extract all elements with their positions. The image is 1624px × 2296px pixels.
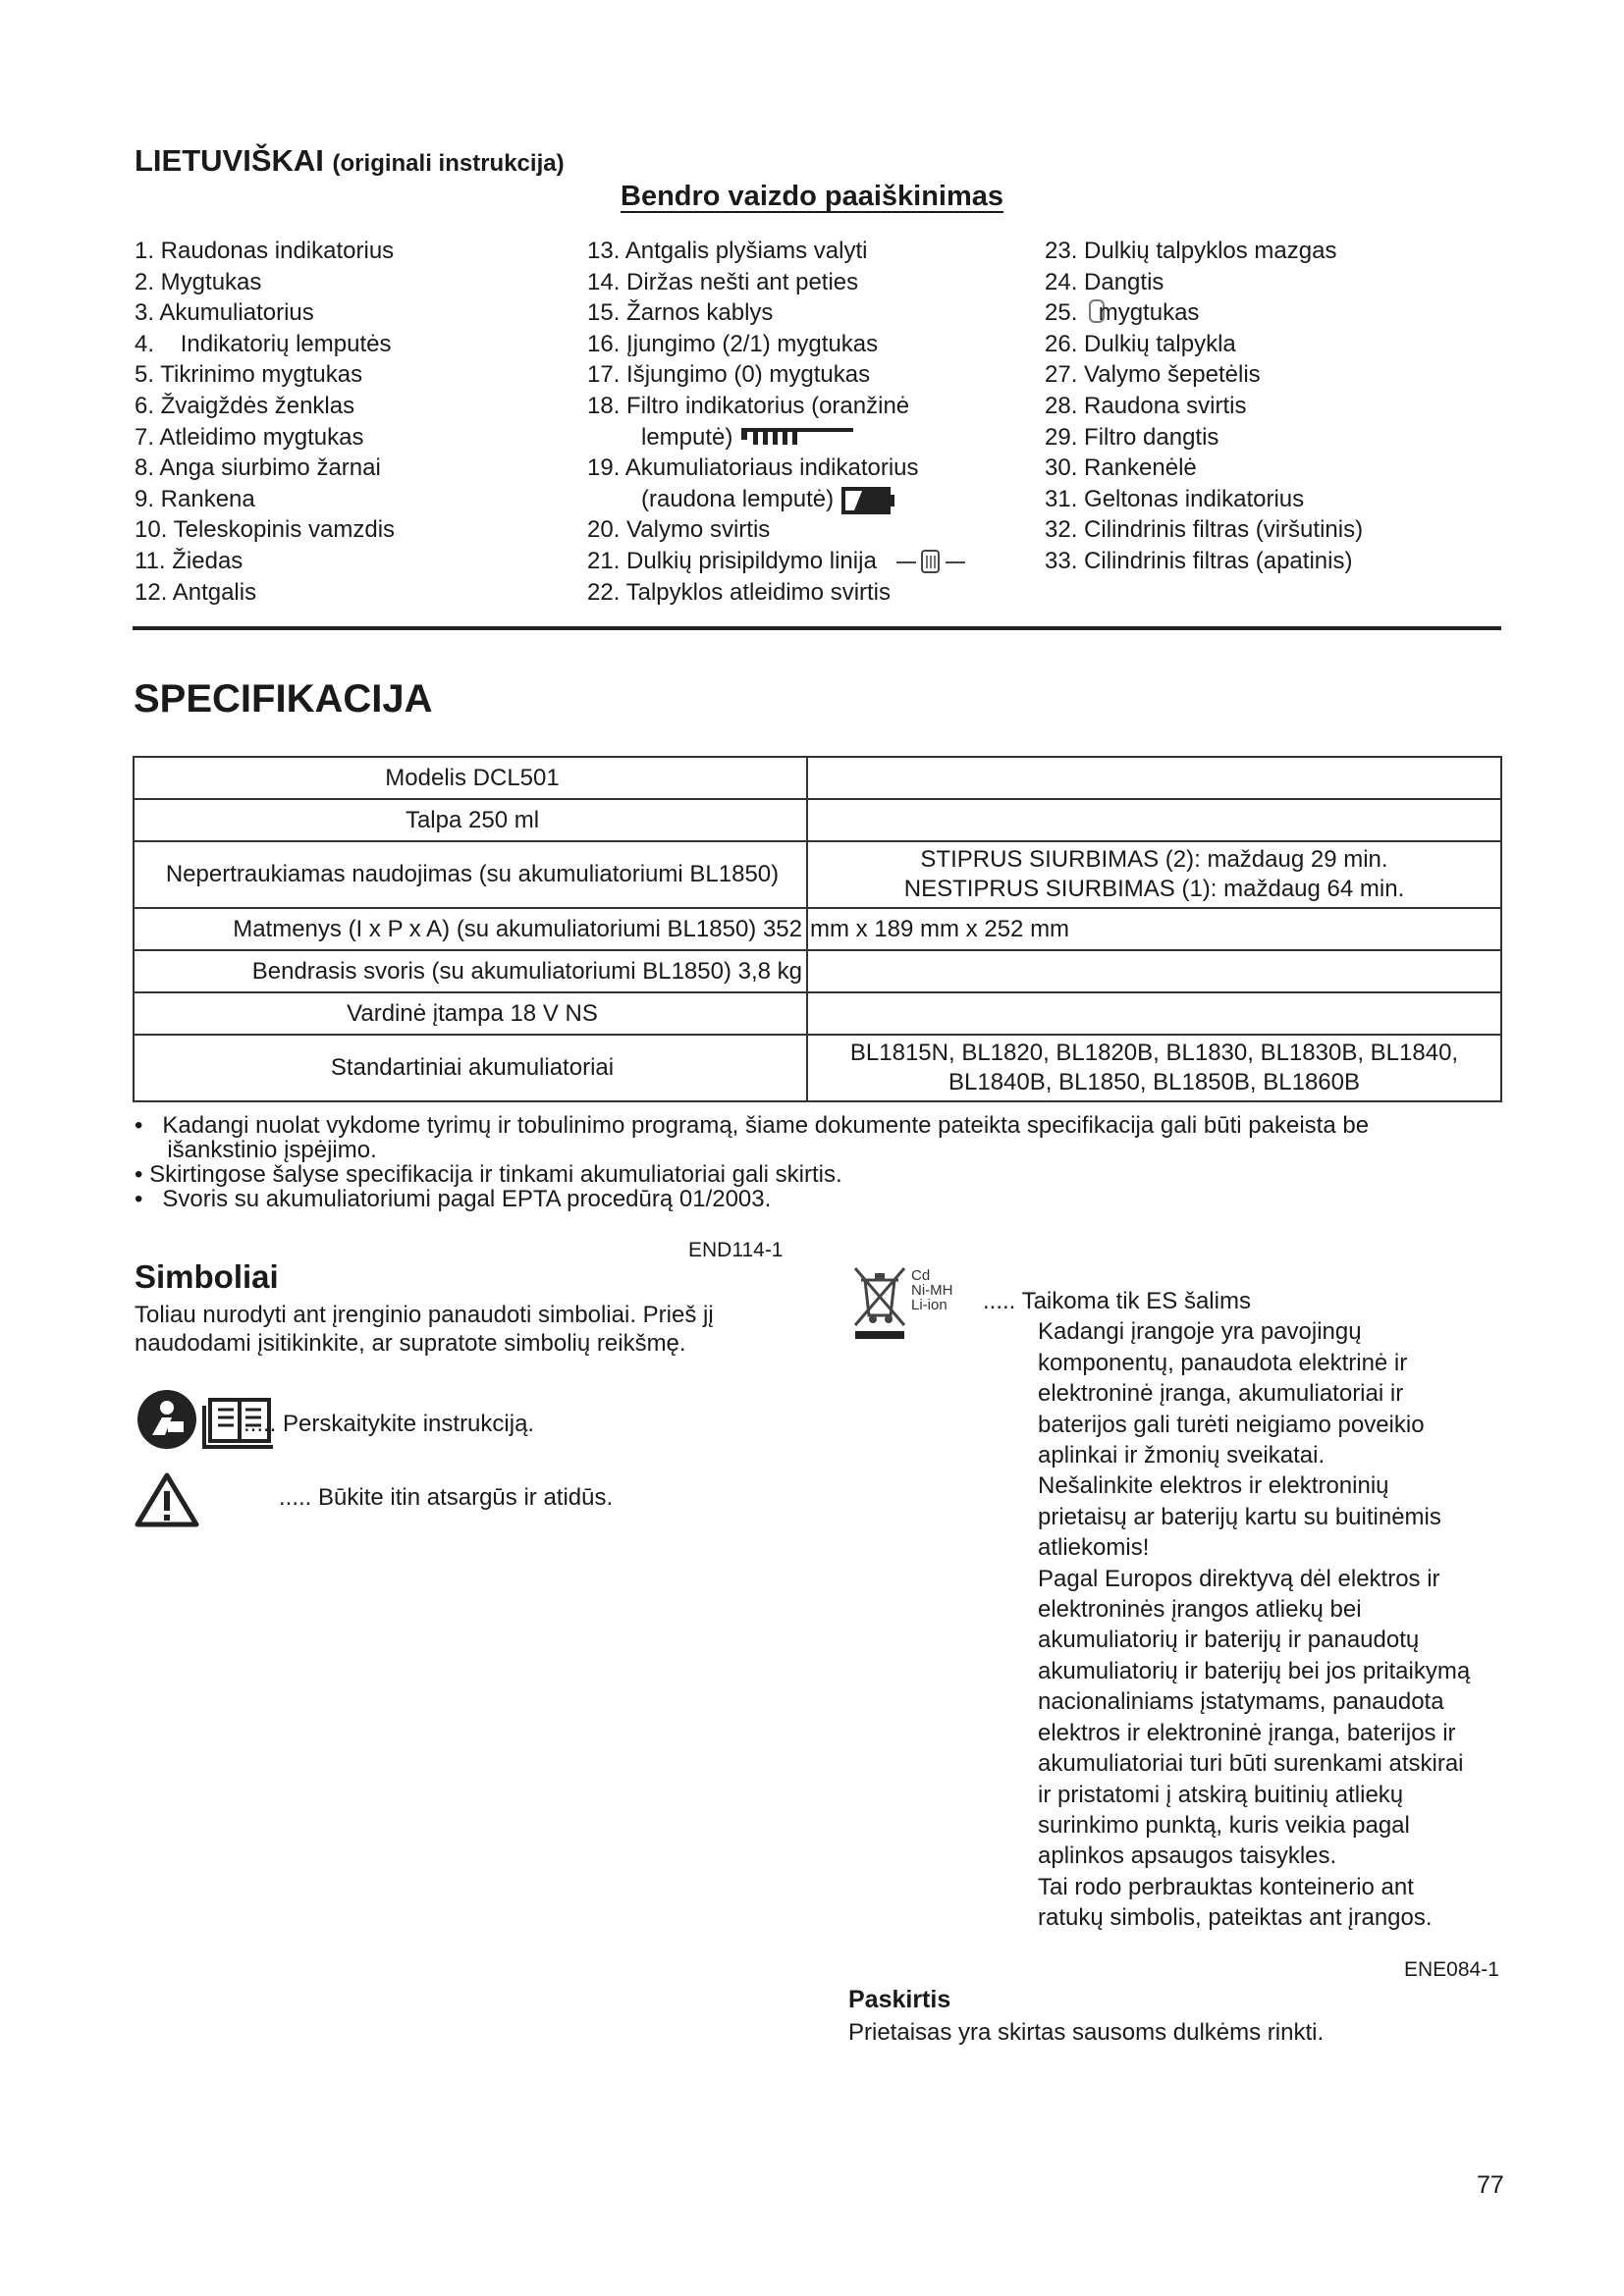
weee-line: elektroninės įrangos atliekų bei [1038,1596,1362,1624]
list-item-continuation [587,484,965,515]
weee-line: prietaisų ar baterijų kartu su buitinėmis [1038,1503,1441,1530]
list-item: 4. Indikatorių lemputės [135,330,392,357]
weee-line: Kadangi įrangoje yra pavojingų [1038,1318,1362,1346]
weee-line: ir pristatomi į atskirą buitinių atliekų [1038,1781,1404,1808]
list-item: 27. Valymo šepetėlis [1045,361,1261,389]
table-row [134,841,1501,908]
cell-line: NESTIPRUS SIURBIMAS (1): maždaug 64 min. [903,876,1405,902]
table-cell: Talpa 250 ml [134,799,807,841]
note-line: • Skirtingose šalyse specifikacija ir tinkami akumuliatoriai gali skirtis. [135,1161,842,1188]
list-item: 30. Rankenėlė [1045,454,1197,482]
battery-chemistry-labels [911,1268,953,1312]
purpose-text: Prietaisas yra skirtas sausoms dulkėms rinkti. [848,2019,1325,2046]
table-row [134,908,1501,950]
list-item: 9. Rankena [135,485,255,512]
table-cell: mm x 189 mm x 252 mm [807,908,1501,950]
purpose-heading: Paskirtis [848,1986,951,2013]
doc-code: ENE084-1 [1404,1958,1499,1981]
weee-line: akumuliatoriai turi būti surenkami atskirai [1038,1750,1464,1778]
weee-line: elektroninė įranga, akumuliatoriai ir [1038,1380,1404,1408]
weee-line: ratukų simbolis, pateiktas ant įrangos. [1038,1904,1433,1932]
section-divider [133,626,1501,630]
list-item: 14. Diržas nešti ant peties [587,268,859,295]
weee-line: komponentų, panaudota elektrinė ir [1038,1349,1408,1376]
spec-table [133,756,1502,1102]
list-item: 7. Atleidimo mygtukas [135,423,364,451]
list-item [1045,297,1363,329]
crossed-bin-icon [851,1264,908,1341]
list-item: 19. Akumuliatoriaus indikatorius [587,454,919,482]
list-item: 1. Raudonas indikatorius [135,238,395,264]
spec-title: SPECIFIKACIJA [134,677,433,721]
overview-heading: Bendro vaizdo paaiškinimas [621,181,1004,212]
table-row [134,992,1501,1035]
symbols-intro: Toliau nurodyti ant įrenginio panaudoti simboliai. Prieš jį naudodami įsitikinkite, ar supratote simbolių reikšmę. [135,1302,714,1357]
list-item: 17. Išjungimo (0) mygtukas [587,361,871,389]
list-item: 6. Žvaigždės ženklas [135,392,355,419]
list-item: 23. Dulkių talpyklos mazgas [1045,238,1337,264]
list-item: 24. Dangtis [1045,268,1164,295]
symbols-heading: Simboliai [135,1258,279,1295]
language-title [135,143,565,179]
cell-line: BL1840B, BL1850, BL1850B, BL1860B [947,1069,1360,1095]
overview-column-2 [587,236,965,608]
list-item: 22. Talpyklos atleidimo svirtis [587,578,892,606]
overview-column-1 [135,236,395,608]
weee-line: nacionaliniams įstatymams, panaudota [1038,1688,1444,1716]
note-line: išankstinio įspėjimo. [135,1137,377,1163]
cell-line: BL1815N, BL1820, BL1820B, BL1830, BL1830B, BL1840, [849,1040,1459,1066]
list-item: 3. Akumuliatorius [135,299,314,327]
table-cell: Standartiniai akumuliatoriai [134,1035,807,1101]
list-item-text: 21. Dulkių prisipildymo linija [587,547,877,574]
spec-notes [135,1113,1509,1211]
table-cell [807,841,1501,908]
table-cell [807,799,1501,841]
list-item: 15. Žarnos kablys [587,299,774,327]
table-row [134,799,1501,841]
language-label: LIETUVIŠKAI [135,143,324,178]
table-cell: Modelis DCL501 [134,757,807,799]
list-item: 8. Anga siurbimo žarnai [135,454,381,482]
weee-line: Nešalinkite elektros ir elektroninių [1038,1472,1389,1500]
table-cell: Nepertraukiamas naudojimas (su akumuliatoriumi BL1850) [134,841,807,908]
list-item: 18. Filtro indikatorius (oranžinė [587,392,910,419]
dust-full-line-icon [896,546,965,575]
weee-notice [983,1286,1495,1934]
list-item: 13. Antgalis plyšiams valyti [587,238,868,264]
overview-column-3 [1045,236,1363,577]
note-line: • Kadangi nuolat vykdome tyrimų ir tobulinimo programą, šiame dokumente pateikta specifikacija gali būti pakeista be [135,1112,1370,1139]
list-item-text: mygtukas [1098,299,1200,327]
table-cell [807,757,1501,799]
table-row [134,757,1501,799]
weee-line: elektros ir elektroninė įranga, baterijos ir [1038,1719,1456,1746]
list-item: 10. Teleskopinis vamzdis [135,516,396,544]
weee-line: baterijos gali turėti neigiamo poveikio [1038,1411,1425,1438]
list-item-text: (raudona lemputė) [641,485,835,512]
symbol-caution: ..... Būkite itin atsargūs ir atidūs. [279,1484,614,1511]
weee-line: Pagal Europos direktyvą dėl elektros ir [1038,1565,1440,1592]
list-item: 31. Geltonas indikatorius [1045,485,1305,512]
weee-line: akumuliatorių ir baterijų bei jos pritaikymą [1038,1657,1471,1684]
list-item: 26. Dulkių talpykla [1045,330,1236,357]
table-cell [807,992,1501,1035]
filter-indicator-icon [739,425,855,449]
table-row [134,1035,1501,1101]
table-cell: Bendrasis svoris (su akumuliatoriumi BL1850) 3,8 kg [134,950,807,992]
list-item [587,546,965,577]
list-item: 32. Cilindrinis filtras (viršutinis) [1045,516,1364,544]
battery-indicator-icon [840,485,895,514]
note-line: • Svoris su akumuliatoriumi pagal EPTA procedūrą 01/2003. [135,1186,772,1212]
weee-line: atliekomis! [1038,1534,1150,1562]
list-item-number: 25. [1045,299,1078,327]
table-cell: Matmenys (I x P x A) (su akumuliatoriumi BL1850) 352 [134,908,807,950]
weee-line: aplinkos apsaugos taisykles. [1038,1842,1337,1870]
list-item: 12. Antgalis [135,578,257,606]
table-cell [807,950,1501,992]
list-item: 29. Filtro dangtis [1045,423,1219,451]
list-item: 16. Įjungimo (2/1) mygtukas [587,330,879,357]
list-item: 28. Raudona svirtis [1045,392,1247,419]
table-cell: Vardinė įtampa 18 V NS [134,992,807,1035]
list-item-text: lemputė) [641,423,733,451]
list-item-continuation [587,422,965,454]
list-item: 33. Cilindrinis filtras (apatinis) [1045,547,1353,574]
list-item: 5. Tikrinimo mygtukas [135,361,363,389]
list-item: 11. Žiedas [135,547,244,574]
symbol-read-instructions: ..... Perskaitykite instrukciją. [244,1411,535,1437]
language-subtitle: (originali instrukcija) [332,150,565,177]
doc-code: END114-1 [688,1239,784,1261]
label-cd: Cd [911,1267,931,1284]
weee-line: aplinkai ir žmonių sveikatai. [1038,1442,1326,1469]
list-item: 2. Mygtukas [135,268,262,295]
table-row [134,950,1501,992]
page-number: 77 [1477,2171,1504,2199]
table-cell [807,1035,1501,1101]
weee-line: akumuliatorių ir baterijų ir panaudotų [1038,1627,1420,1654]
weee-line: surinkimo punktą, kuris veikia pagal [1038,1811,1410,1839]
label-nimh: Ni-MH [911,1282,953,1299]
weee-line: Tai rodo perbrauktas konteinerio ant [1038,1873,1414,1900]
weee-line: ..... Taikoma tik ES šalims [983,1288,1251,1314]
list-item: 20. Valymo svirtis [587,516,771,544]
label-liion: Li-ion [911,1297,947,1313]
warning-icon [135,1471,199,1528]
cell-line: STIPRUS SIURBIMAS (2): maždaug 29 min. [920,846,1388,873]
